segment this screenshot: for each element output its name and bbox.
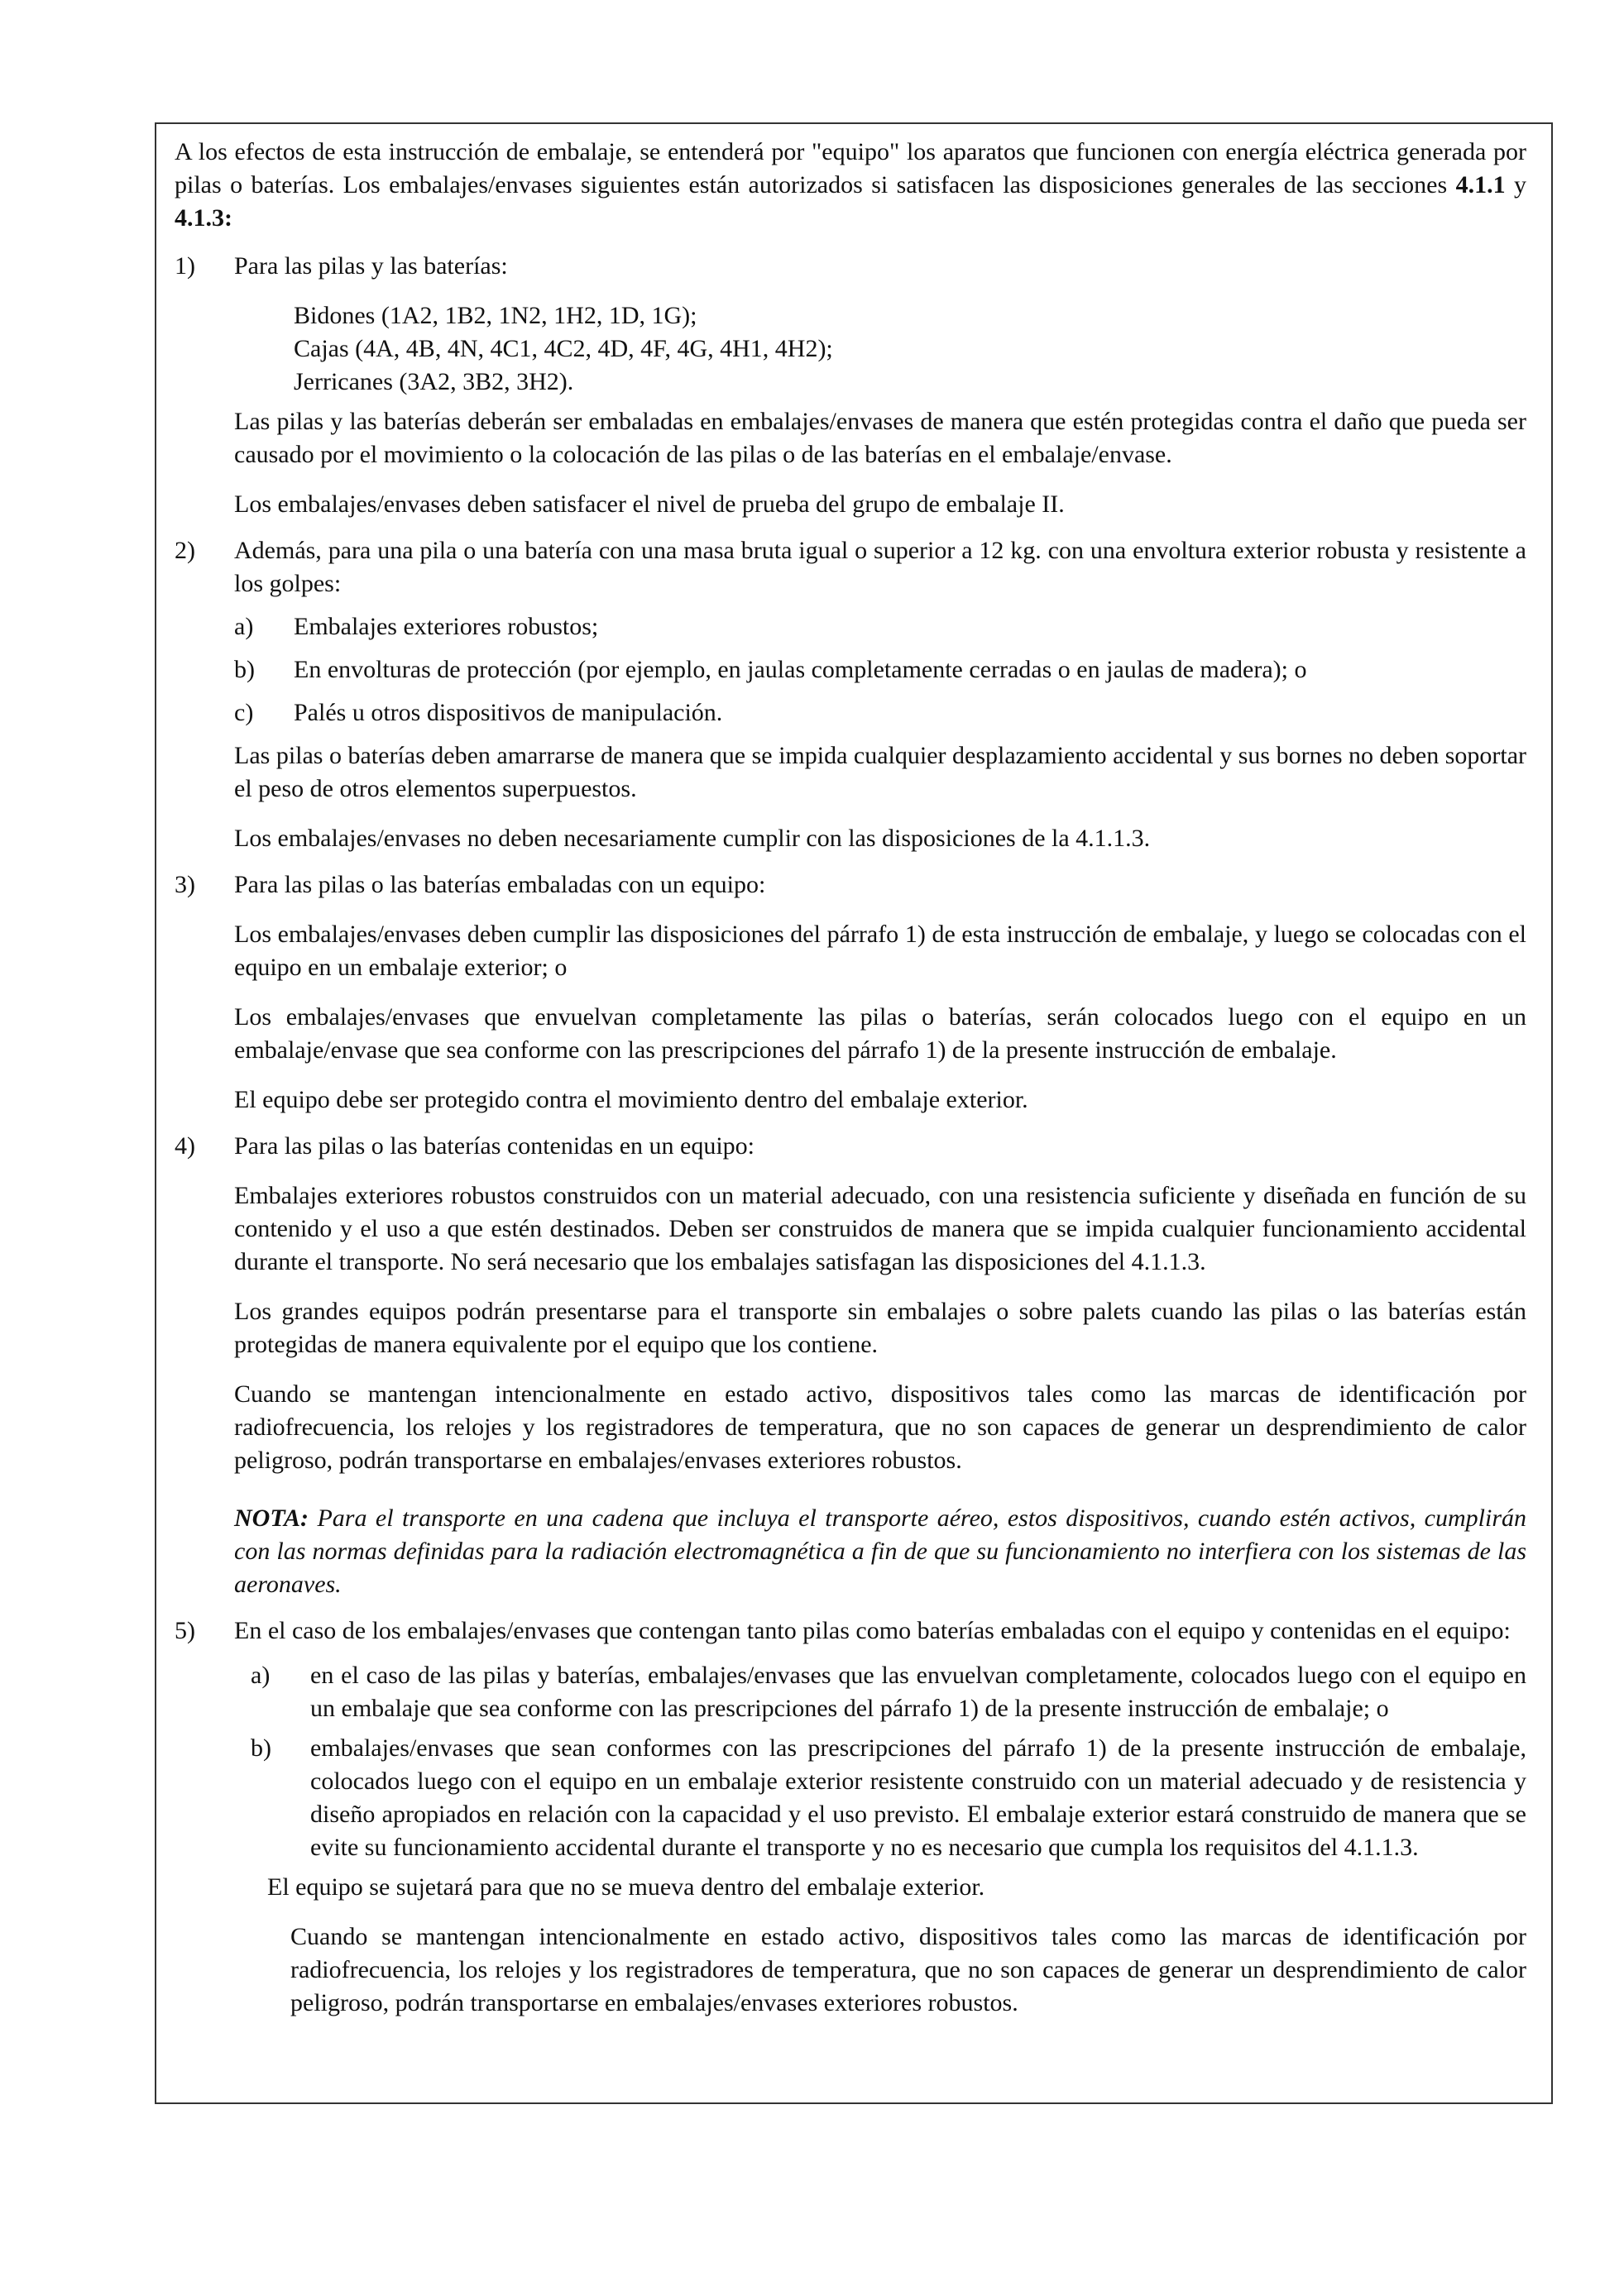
item-heading: Para las pilas y las baterías: — [234, 252, 508, 280]
sub-item-letter: b) — [234, 656, 255, 683]
sub-item-letter: c) — [234, 699, 254, 726]
sub-item — [234, 696, 1526, 729]
sub-item-text: en el caso de las pilas y baterías, embalajes/envases que las envuelvan completamente, colocados luego con el equipo en un embalaje que sea conforme con las prescripciones del párrafo 1) de la presente instrucción de embalaje; o — [310, 1662, 1526, 1722]
item-heading: Para las pilas o las baterías contenidas en un equipo: — [234, 1132, 755, 1160]
item-paragraph: Cuando se mantengan intencionalmente en estado activo, dispositivos tales como las marcas de identificación por radiofrecuencia, los relojes y los registradores de temperatura, que no son capaces de generar un desprendimiento de calor peligroso, podrán transportarse en embalajes/envases exteriores robustos. — [234, 1380, 1526, 1474]
instruction-box — [155, 122, 1553, 2104]
item-paragraph: Embalajes exteriores robustos construidos con un material adecuado, con una resistencia suficiente y diseñada en función de su contenido y el uso a que estén destinados. Deben ser construidos de manera que se impida cualquier funcionamiento accidental durante el transporte. No será necesario que los embalajes satisfagan las disposiciones del 4.1.1.3. — [234, 1182, 1526, 1275]
item-paragraph: Las pilas y las baterías deberán ser embaladas en embalajes/envases de manera que estén protegidas contra el daño que pueda ser causado por el movimiento o la colocación de las pilas o de las baterías en el embalaje/envase. — [234, 408, 1526, 468]
item-number: 3) — [175, 871, 195, 898]
item-number: 5) — [175, 1617, 195, 1644]
sub-item-letter: a) — [234, 613, 254, 640]
sub-item — [234, 1659, 1526, 1725]
item-paragraph: Los embalajes/envases no deben necesariamente cumplir con las disposiciones de la 4.1.1.3. — [234, 825, 1151, 852]
packaging-list — [234, 299, 1526, 399]
item-paragraph: Las pilas o baterías deben amarrarse de manera que se impida cualquier desplazamiento accidental y sus bornes no deben soportar el peso de otros elementos superpuestos. — [234, 742, 1526, 802]
final-paragraph: Cuando se mantengan intencionalmente en estado activo, dispositivos tales como las marcas de identificación por radiofrecuencia, los relojes y los registradores de temperatura, que no son capaces de generar un desprendimiento de calor peligroso, podrán transportarse en embalajes/envases exteriores robustos. — [290, 1923, 1526, 2016]
item-2 — [175, 534, 1526, 855]
intro-text: A los efectos de esta instrucción de embalaje, se entenderá por "equipo" los aparatos que funcionen con energía eléctrica generada por pilas o baterías. Los embalajes/envases siguientes están autorizados si satisfacen las disposiciones generales de las secciones — [175, 138, 1526, 199]
item-paragraph: El equipo debe ser protegido contra el movimiento dentro del embalaje exterior. — [234, 1086, 1028, 1113]
item-heading: Además, para una pila o una batería con una masa bruta igual o superior a 12 kg. con una envoltura exterior robusta y resistente a los golpes: — [234, 537, 1526, 597]
list-item: Cajas (4A, 4B, 4N, 4C1, 4C2, 4D, 4F, 4G, 4H1, 4H2); — [294, 335, 833, 362]
item-5 — [175, 1614, 1526, 1864]
sub-item — [234, 610, 1526, 643]
fixing-paragraph: El equipo se sujetará para que no se mueva dentro del embalaje exterior. — [267, 1873, 985, 1901]
sub-item-letter: b) — [251, 1734, 271, 1762]
sub-item-text: En envolturas de protección (por ejemplo, en jaulas completamente cerradas o en jaulas de madera); o — [294, 656, 1307, 683]
note-text: Para el transporte en una cadena que incluya el transporte aéreo, estos dispositivos, cuando estén activos, cumplirán con las normas definidas para la radiación electromagnética a fin de que su funcionamiento no interfiera con los sistemas de las aeronaves. — [234, 1504, 1526, 1598]
item-number: 1) — [175, 252, 195, 280]
sub-item-letter: a) — [251, 1662, 271, 1689]
item-4 — [175, 1130, 1526, 1601]
intro-conjunction: y — [1505, 171, 1527, 199]
item-heading: Para las pilas o las baterías embaladas con un equipo: — [234, 871, 766, 898]
section-ref-411: 4.1.1 — [1455, 171, 1506, 199]
item-heading: En el caso de los embalajes/envases que contengan tanto pilas como baterías embaladas con el equipo y contenidas en el equipo: — [234, 1617, 1511, 1644]
note-label: NOTA: — [234, 1504, 309, 1532]
sub-item-text: Embalajes exteriores robustos; — [294, 613, 599, 640]
section-ref-413: 4.1.3: — [175, 204, 232, 232]
list-item: Bidones (1A2, 1B2, 1N2, 1H2, 1D, 1G); — [294, 302, 697, 329]
sub-item-text: Palés u otros dispositivos de manipulación. — [294, 699, 723, 726]
sub-item-text: embalajes/envases que sean conformes con las prescripciones del párrafo 1) de la presente instrucción de embalaje, colocados luego con el equipo en un embalaje exterior resistente construido con un material adecuado y de resistencia y diseño apropiados en relación con la capacidad y el uso previsto. El embalaje exterior estará construido de manera que se evite su funcionamiento accidental durante el transporte y no es necesario que cumpla los requisitos del 4.1.1.3. — [310, 1734, 1526, 1861]
item-paragraph: Los embalajes/envases que envuelvan completamente las pilas o baterías, serán colocados luego con el equipo en un embalaje/envase que sea conforme con las prescripciones del párrafo 1) de la presente instrucción de embalaje. — [234, 1003, 1526, 1064]
item-3 — [175, 868, 1526, 1117]
item-paragraph: Los embalajes/envases deben cumplir las disposiciones del párrafo 1) de esta instrucción de embalaje, y luego se colocadas con el equipo en un embalaje exterior; o — [234, 921, 1526, 981]
item-1 — [175, 250, 1526, 521]
item-paragraph: Los embalajes/envases deben satisfacer el nivel de prueba del grupo de embalaje II. — [234, 490, 1065, 518]
sub-item — [234, 1732, 1526, 1864]
sub-item — [234, 653, 1526, 686]
item-paragraph: Los grandes equipos podrán presentarse para el transporte sin embalajes o sobre palets cuando las pilas o las baterías están protegidas de manera equivalente por el equipo que los contiene. — [234, 1298, 1526, 1358]
intro-paragraph — [175, 136, 1526, 235]
item-number: 2) — [175, 537, 195, 564]
note-paragraph — [234, 1502, 1526, 1601]
item-number: 4) — [175, 1132, 195, 1160]
list-item: Jerricanes (3A2, 3B2, 3H2). — [294, 368, 574, 395]
